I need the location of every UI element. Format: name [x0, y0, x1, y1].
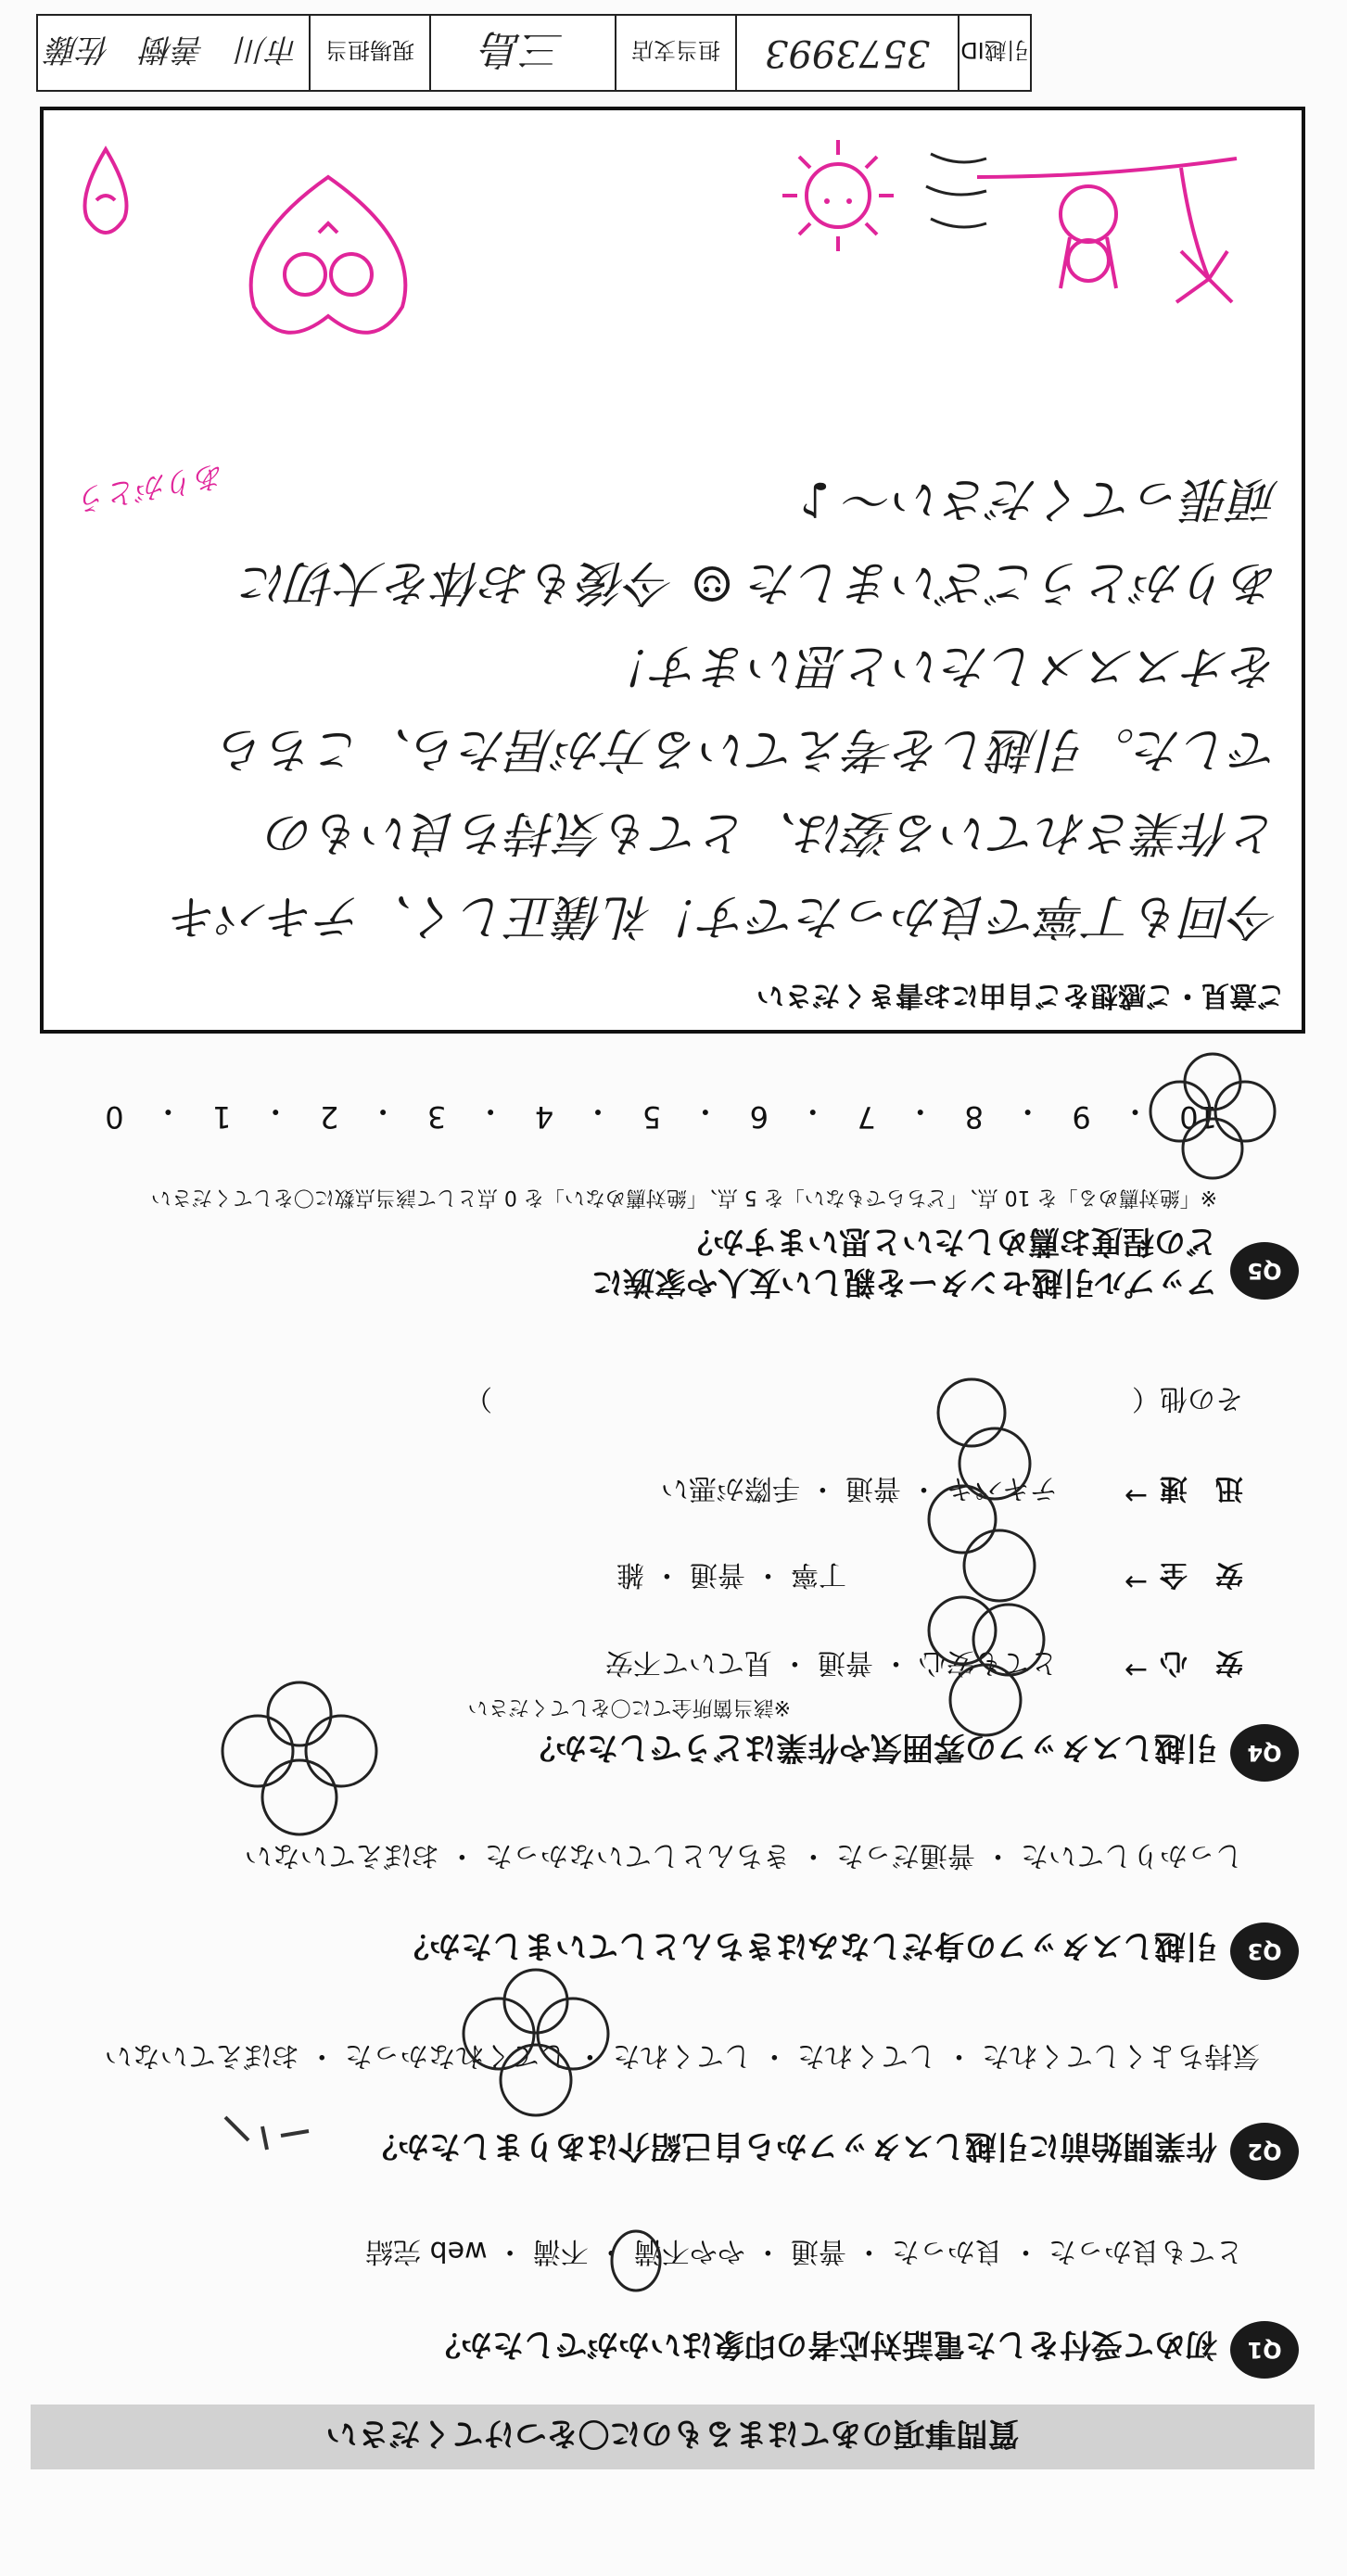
q4-row-label-jinsoku: 迅 速	[1160, 1472, 1243, 1504]
q4-row-options: 丁寧 ・ 普通 ・ 雑	[616, 1558, 846, 1591]
comment-line: と作業されている姿は、とても気持ち良いもの	[266, 805, 1279, 860]
scale-separator: ・	[1012, 1094, 1043, 1129]
q5-score-option[interactable]: 4	[534, 1099, 554, 1135]
q5-score-option[interactable]: 6	[749, 1099, 769, 1135]
comment-line: ありがとうございました ☺ 今後もお体を大切に	[241, 554, 1279, 610]
scale-separator: ・	[1120, 1094, 1150, 1129]
q5-score-option[interactable]: 3	[426, 1099, 447, 1135]
q2-badge: Q2	[1230, 2123, 1299, 2180]
q1-badge: Q1	[1230, 2321, 1299, 2379]
q3-badge: Q3	[1230, 1922, 1299, 1980]
q5-score-option[interactable]: 7	[857, 1099, 876, 1135]
q5-score-option[interactable]: 8	[964, 1099, 984, 1135]
q5-badge: Q5	[1230, 1242, 1299, 1300]
q4-row-arrow: →	[1124, 1654, 1148, 1686]
id-value: 3573993	[735, 16, 958, 90]
header-table	[36, 14, 1032, 92]
pen-scribble-mark	[207, 2094, 318, 2168]
q5-score-option[interactable]: 1	[212, 1099, 232, 1135]
comment-line: でした。引越しを考えている方が居たら、こちら	[218, 721, 1279, 777]
q5-question-line1: アップル引越センターを親しい友人や家族に	[591, 1263, 1217, 1301]
pink-sun-drawing	[764, 121, 912, 270]
q4-row-arrow: →	[1124, 1566, 1148, 1598]
q5-flower-doodle	[1143, 1047, 1282, 1186]
q4-row-arrow: →	[1124, 1479, 1148, 1512]
scale-separator: ・	[476, 1094, 506, 1129]
branch-label: 担当支店	[615, 16, 735, 90]
comment-title: ご意見・ご感想をご自由にお書きください	[756, 979, 1285, 1011]
scale-separator: ・	[582, 1094, 613, 1129]
q4-question: 引越しスタッフの雰囲気や作業はどうでしたか？	[524, 1729, 1217, 1766]
q3-options: しっかりしていた ・ 普通だった ・ きちんとしていなかった ・ おぼえていない	[244, 1839, 1243, 1872]
q4-other-field: その他（ ）	[464, 1382, 1243, 1415]
q4-flower-column-doodle	[921, 1371, 1050, 1742]
q1-options: とても良かった ・ 良かった ・ 普通 ・ やや不満 ・ 不満 ・ web 完結	[365, 2235, 1243, 2267]
comment-box	[40, 107, 1305, 1034]
q3-question: 引越しスタッフの身だしなみはきちんとしていましたか？	[398, 1927, 1217, 1964]
q5-note: ※「絶対薦める」を 10 点、「どちらでもない」を 5 点、「絶対薦めない」を 0 点として該当点数に〇をしてください	[150, 1186, 1217, 1209]
staff-label: 現場担当	[309, 16, 429, 90]
q5-score-option[interactable]: 5	[642, 1099, 662, 1135]
pink-hanging-monkey-drawing	[968, 112, 1246, 316]
black-cloud-lines-drawing	[912, 131, 996, 242]
q1-handwritten-circle	[604, 2224, 668, 2298]
scale-separator: ・	[797, 1094, 828, 1129]
q5-score-option[interactable]: 2	[320, 1099, 339, 1135]
comment-line: をオススメしたいと思います！	[604, 638, 1279, 693]
comment-line: 今回も丁寧で良かったです！礼儀正しく、テキパキ	[172, 888, 1279, 944]
q4-row-label-anshin: 安 心	[1160, 1646, 1243, 1679]
q5-score-option[interactable]: 0	[105, 1099, 124, 1135]
scale-separator: ・	[905, 1094, 935, 1129]
q5-score-option[interactable]: 10	[1179, 1099, 1217, 1135]
branch-value: 三島	[429, 16, 615, 90]
pink-face-balloon-drawing	[69, 140, 143, 251]
q4-row-label-anzen: 安 全	[1160, 1558, 1243, 1591]
scale-separator: ・	[261, 1094, 291, 1129]
staff-value: 市川 善樹 佐藤	[47, 31, 299, 69]
pink-owl-heart-drawing	[226, 159, 430, 362]
q1-question: 初めて受付をした電話対応者の印象はいかがでしたか？	[429, 2326, 1217, 2363]
q4-note: ※該当箇所全てに〇をしてください	[467, 1695, 791, 1719]
scale-separator: ・	[153, 1094, 184, 1129]
id-label: 引越ID	[958, 16, 1030, 90]
q2-flower-doodle	[448, 1964, 624, 2122]
q4-row-options: テキパキ ・ 普通 ・ 手際が悪い	[660, 1472, 1058, 1504]
q5-score-scale	[105, 1092, 1217, 1135]
comment-pink-thanks: ありがとう	[75, 457, 228, 518]
scale-separator: ・	[368, 1094, 399, 1129]
q5-question-line2: どの程度お薦めしたいと思いますか？	[681, 1223, 1217, 1260]
scale-separator: ・	[690, 1094, 720, 1129]
comment-line: 頑張ってください～ ♪	[799, 471, 1279, 527]
instruction-banner: 質問事項のあてはまるものに〇をつけてください	[31, 2405, 1315, 2469]
q5-score-option[interactable]: 9	[1072, 1099, 1091, 1135]
q4-badge: Q4	[1230, 1724, 1299, 1782]
q4-row-options: とても安心 ・ 普通 ・ 見ていて不安	[604, 1646, 1058, 1679]
q2-options: 気持ちよくしてくれた ・ してくれた ・ してくれた ・ してくれなかった ・ おぼえていない	[104, 2039, 1260, 2072]
q2-question: 作業開始前に引越しスタッフから自己紹介はありましたか？	[366, 2127, 1217, 2164]
q3-flower-doodle	[207, 1677, 392, 1844]
